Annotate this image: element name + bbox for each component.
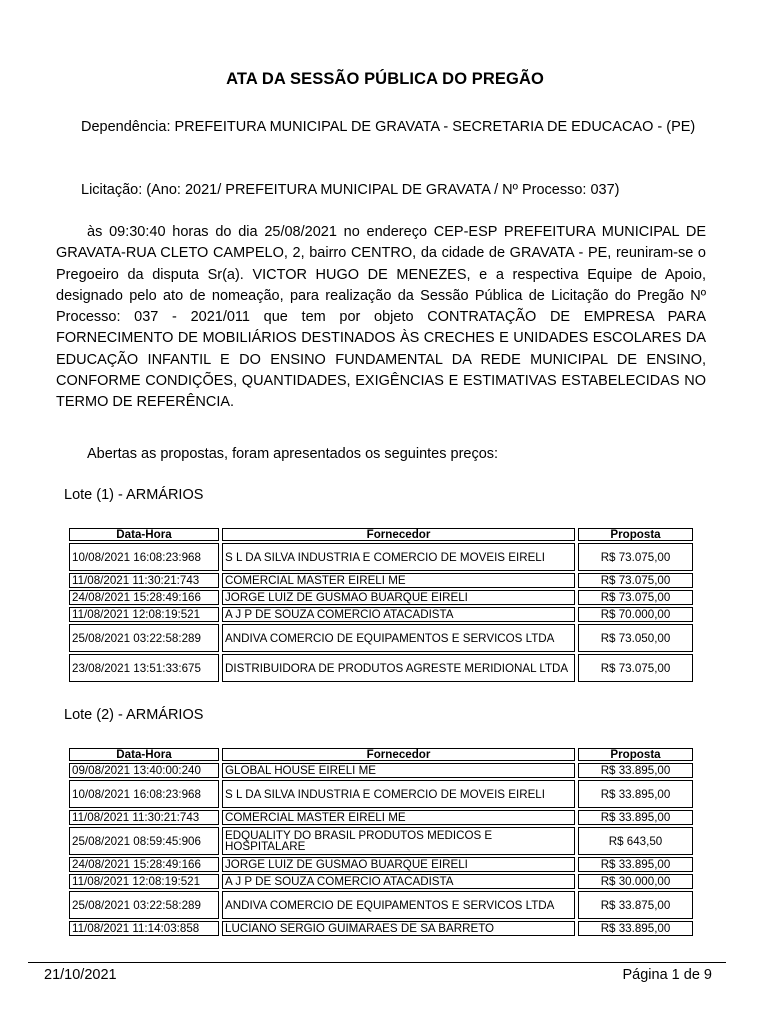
header-datahora: Data-Hora xyxy=(69,748,219,761)
table-row xyxy=(69,624,693,652)
cell-datahora: 25/08/2021 08:59:45:906 xyxy=(69,827,219,855)
cell-proposta: R$ 30.000,00 xyxy=(578,874,693,889)
cell-proposta: R$ 73.075,00 xyxy=(578,590,693,605)
cell-fornecedor: ANDIVA COMERCIO DE EQUIPAMENTOS E SERVICOS LTDA xyxy=(222,891,575,919)
cell-fornecedor: ANDIVA COMERCIO DE EQUIPAMENTOS E SERVICOS LTDA xyxy=(222,624,575,652)
table-row xyxy=(69,780,693,808)
table-row xyxy=(69,590,693,605)
table-row xyxy=(69,763,693,778)
cell-proposta: R$ 73.075,00 xyxy=(578,573,693,588)
cell-proposta: R$ 33.895,00 xyxy=(578,763,693,778)
cell-datahora: 24/08/2021 15:28:49:166 xyxy=(69,590,219,605)
cell-proposta: R$ 73.075,00 xyxy=(578,543,693,571)
cell-fornecedor: LUCIANO SERGIO GUIMARAES DE SA BARRETO xyxy=(222,921,575,936)
header-fornecedor: Fornecedor xyxy=(222,748,575,761)
licitacao-paragraph: Licitação: (Ano: 2021/ PREFEITURA MUNICIPAL DE GRAVATA / Nº Processo: 037) xyxy=(81,182,620,198)
header-datahora: Data-Hora xyxy=(69,528,219,541)
table-row xyxy=(69,573,693,588)
cell-datahora: 25/08/2021 03:22:58:289 xyxy=(69,891,219,919)
cell-fornecedor: A J P DE SOUZA COMERCIO ATACADISTA xyxy=(222,607,575,622)
cell-datahora: 11/08/2021 11:30:21:743 xyxy=(69,573,219,588)
cell-proposta: R$ 73.075,00 xyxy=(578,654,693,682)
lote-2-title: Lote (2) - ARMÁRIOS xyxy=(64,707,204,723)
cell-fornecedor: EDQUALITY DO BRASIL PRODUTOS MEDICOS E HOSPITALARE xyxy=(222,827,575,855)
cell-datahora: 11/08/2021 11:30:21:743 xyxy=(69,810,219,825)
lote-1-title: Lote (1) - ARMÁRIOS xyxy=(64,487,204,503)
table-row xyxy=(69,810,693,825)
document-title: ATA DA SESSÃO PÚBLICA DO PREGÃO xyxy=(226,70,544,88)
cell-fornecedor: COMERCIAL MASTER EIRELI ME xyxy=(222,573,575,588)
cell-proposta: R$ 33.895,00 xyxy=(578,810,693,825)
cell-datahora: 11/08/2021 12:08:19:521 xyxy=(69,607,219,622)
cell-fornecedor: COMERCIAL MASTER EIRELI ME xyxy=(222,810,575,825)
cell-proposta: R$ 70.000,00 xyxy=(578,607,693,622)
table-row xyxy=(69,827,693,855)
lote-1-table xyxy=(66,526,696,684)
table-header-row xyxy=(69,748,693,761)
header-fornecedor: Fornecedor xyxy=(222,528,575,541)
table-row xyxy=(69,921,693,936)
table-row xyxy=(69,891,693,919)
cell-datahora: 10/08/2021 16:08:23:968 xyxy=(69,780,219,808)
table-header-row xyxy=(69,528,693,541)
cell-datahora: 09/08/2021 13:40:00:240 xyxy=(69,763,219,778)
cell-datahora: 23/08/2021 13:51:33:675 xyxy=(69,654,219,682)
cell-datahora: 25/08/2021 03:22:58:289 xyxy=(69,624,219,652)
header-proposta: Proposta xyxy=(578,748,693,761)
table-row xyxy=(69,654,693,682)
cell-fornecedor: JORGE LUIZ DE GUSMAO BUARQUE EIRELI xyxy=(222,590,575,605)
table-row xyxy=(69,607,693,622)
cell-datahora: 11/08/2021 11:14:03:858 xyxy=(69,921,219,936)
dependencia-paragraph: Dependência: PREFEITURA MUNICIPAL DE GRAVATA - SECRETARIA DE EDUCACAO - (PE) xyxy=(81,119,696,135)
cell-proposta: R$ 33.895,00 xyxy=(578,857,693,872)
table-row xyxy=(69,857,693,872)
cell-datahora: 11/08/2021 12:08:19:521 xyxy=(69,874,219,889)
footer-page-number: Página 1 de 9 xyxy=(622,967,712,983)
footer-divider xyxy=(28,962,726,963)
abertas-paragraph: Abertas as propostas, foram apresentados os seguintes preços: xyxy=(87,446,499,462)
cell-proposta: R$ 33.895,00 xyxy=(578,921,693,936)
cell-fornecedor: GLOBAL HOUSE EIRELI ME xyxy=(222,763,575,778)
header-proposta: Proposta xyxy=(578,528,693,541)
cell-fornecedor: DISTRIBUIDORA DE PRODUTOS AGRESTE MERIDIONAL LTDA xyxy=(222,654,575,682)
cell-fornecedor: JORGE LUIZ DE GUSMAO BUARQUE EIRELI xyxy=(222,857,575,872)
table-row xyxy=(69,874,693,889)
cell-proposta: R$ 33.875,00 xyxy=(578,891,693,919)
cell-proposta: R$ 33.895,00 xyxy=(578,780,693,808)
cell-datahora: 24/08/2021 15:28:49:166 xyxy=(69,857,219,872)
cell-proposta: R$ 643,50 xyxy=(578,827,693,855)
table-row xyxy=(69,543,693,571)
cell-fornecedor: S L DA SILVA INDUSTRIA E COMERCIO DE MOVEIS EIRELI xyxy=(222,543,575,571)
footer-date: 21/10/2021 xyxy=(44,967,117,983)
lote-2-table xyxy=(66,746,696,938)
cell-datahora: 10/08/2021 16:08:23:968 xyxy=(69,543,219,571)
session-body-paragraph: às 09:30:40 horas do dia 25/08/2021 no endereço CEP-ESP PREFEITURA MUNICIPAL DE GRAVATA-RUA CLETO CAMPELO, 2, bairro CENTRO, da cidade de GRAVATA - PE, reuniram-se o Pregoeiro da disputa Sr(a). VICTOR HUGO DE MENEZES, e a respectiva Equipe de Apoio, designado pelo ato de nomeação, para realização da Sessão Pública de Licitação do Pregão Nº Processo: 037 - 2021/011 que tem por objeto CONTRATAÇÃO DE EMPRESA PARA FORNECIMENTO DE MOBILIÁRIOS DESTINADOS ÀS CRECHES E UNIDADES ESCOLARES DA EDUCAÇÃO INFANTIL E DO ENSINO FUNDAMENTAL DA REDE MUNICIPAL DE ENSINO, CONFORME CONDIÇÕES, QUANTIDADES, EXIGÊNCIAS E ESTIMATIVAS ESTABELECIDAS NO TERMO DE REFERÊNCIA. xyxy=(56,224,706,411)
cell-proposta: R$ 73.050,00 xyxy=(578,624,693,652)
cell-fornecedor: A J P DE SOUZA COMERCIO ATACADISTA xyxy=(222,874,575,889)
cell-fornecedor: S L DA SILVA INDUSTRIA E COMERCIO DE MOVEIS EIRELI xyxy=(222,780,575,808)
